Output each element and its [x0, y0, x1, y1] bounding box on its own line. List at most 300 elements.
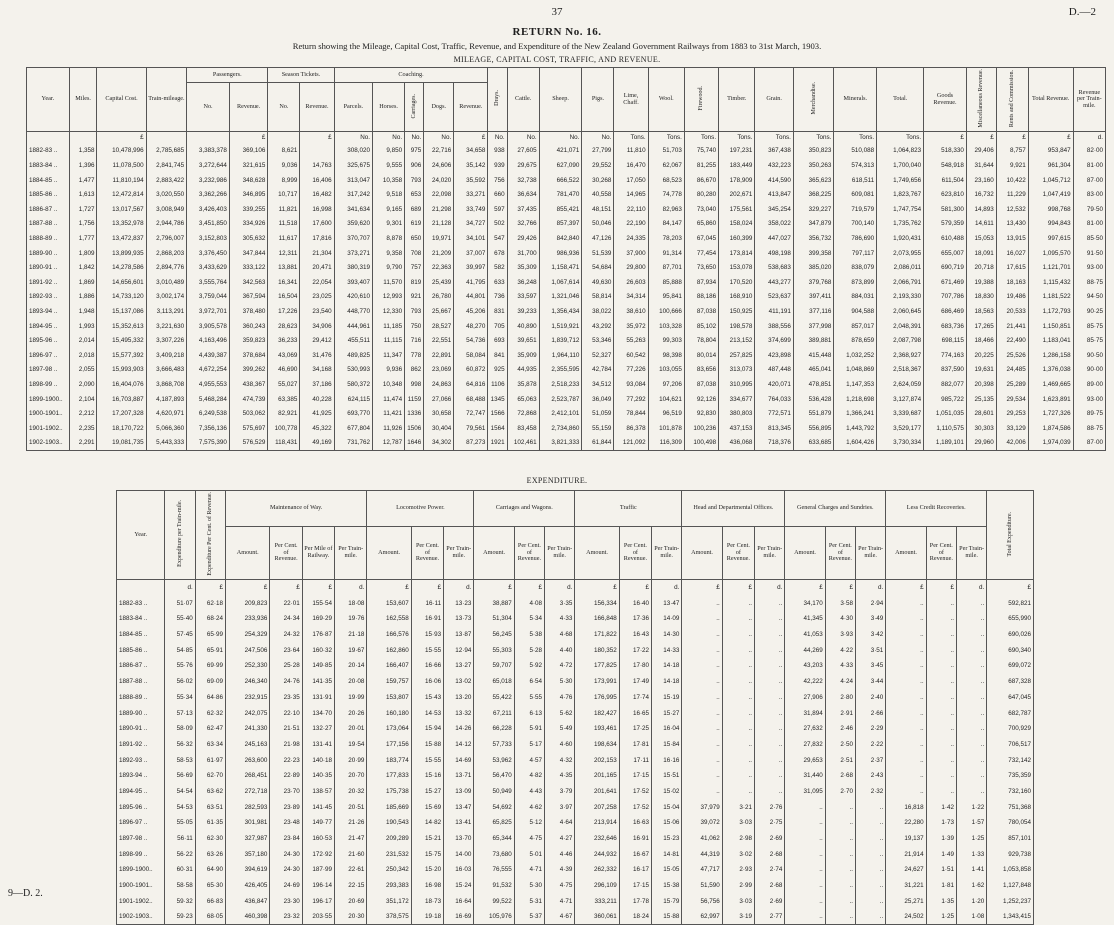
table-row [27, 260, 1106, 275]
table-cell: 62·30 [195, 831, 225, 847]
table-cell: 3,426,403 [187, 202, 230, 217]
row-year: 1887-88 .. [27, 217, 70, 232]
table-cell: 90·50 [1073, 348, 1105, 363]
table-cell: 14·81 [652, 846, 682, 862]
table-cell: 1,443,792 [834, 421, 877, 436]
table-cell: 1·62 [956, 878, 986, 894]
table-cell: 1,756 [69, 217, 97, 232]
table-cell: 33,129 [996, 421, 1028, 436]
table-cell: 11,617 [268, 231, 300, 246]
table-cell: 16·65 [619, 705, 651, 721]
table-cell: 367,438 [755, 144, 793, 159]
table-cell: 346,895 [229, 187, 267, 202]
table-cell: 296,109 [575, 878, 619, 894]
table-cell: .. [926, 752, 956, 768]
table-cell: 90·00 [1073, 363, 1105, 378]
table-cell: 4·72 [545, 658, 575, 674]
table-cell: 30,268 [582, 173, 614, 188]
table-cell: 20·69 [335, 893, 367, 909]
table-cell: 73,650 [684, 260, 718, 275]
table-cell: 1,064,823 [877, 144, 924, 159]
table-cell: 718,376 [755, 436, 793, 451]
table-cell: 1,366,241 [834, 406, 877, 421]
table-cell: 393,407 [334, 275, 372, 290]
table-cell: 421,071 [539, 144, 582, 159]
table-cell: 209,823 [226, 595, 270, 611]
table-cell: .. [956, 642, 986, 658]
table-cell: 25,271 [886, 893, 926, 909]
table-cell: 16·63 [619, 815, 651, 831]
table-cell: 47,126 [582, 231, 614, 246]
table-cell: 16·64 [444, 893, 474, 909]
table-cell: 592,821 [987, 595, 1034, 611]
table-cell: 6·13 [514, 705, 544, 721]
table-cell: 985,722 [924, 392, 967, 407]
table-cell: 23·30 [270, 893, 302, 909]
table-cell: 2,868,203 [146, 246, 187, 261]
table-cell: 339,255 [229, 202, 267, 217]
table-cell: 20·99 [335, 752, 367, 768]
table-cell: 22·15 [335, 878, 367, 894]
table-cell: 21,209 [424, 246, 454, 261]
table-cell: 341,634 [334, 202, 372, 217]
table-cell: 698,115 [924, 333, 967, 348]
table-cell: 633,685 [793, 436, 834, 451]
table-cell: 347,879 [793, 217, 834, 232]
table-cell: 100,778 [268, 421, 300, 436]
table-cell: 8,878 [373, 231, 405, 246]
table-cell: 2,355,595 [539, 363, 582, 378]
table-cell: 16,470 [614, 158, 648, 173]
table-cell: 3,666,483 [146, 363, 187, 378]
table-cell: .. [825, 893, 855, 909]
table-cell: 57·13 [165, 705, 195, 721]
table-cell: 15,352,613 [97, 319, 146, 334]
table-cell: 233,936 [226, 611, 270, 627]
table-cell: 9,790 [373, 260, 405, 275]
table-cell: 202,153 [575, 752, 619, 768]
table-cell: 1,623,891 [1028, 392, 1073, 407]
table-cell: 10,358 [373, 173, 405, 188]
table-cell: 13·73 [444, 611, 474, 627]
table-cell: 17·15 [619, 878, 651, 894]
table-cell: 1,032,252 [834, 348, 877, 363]
row-year: 1886-87 .. [27, 202, 70, 217]
table-cell: 842,840 [539, 231, 582, 246]
unit-cell: £ [1028, 132, 1073, 144]
table-cell: 97,206 [648, 377, 684, 392]
table-row [117, 705, 1034, 721]
table-cell: 22·23 [270, 752, 302, 768]
unit-cell: d. [335, 580, 367, 596]
table-cell: 732,142 [987, 752, 1034, 768]
row-year: 1897-98 .. [117, 831, 165, 847]
table-cell: 91,314 [648, 246, 684, 261]
table-cell: .. [785, 831, 825, 847]
table-cell: 997,615 [1028, 231, 1073, 246]
table-cell: .. [956, 721, 986, 737]
table-cell: 166,848 [575, 611, 619, 627]
table-cell: 774,163 [924, 348, 967, 363]
table-cell: 953,847 [1028, 144, 1073, 159]
table-cell: 2·98 [722, 831, 754, 847]
table-cell: 15·38 [652, 878, 682, 894]
table-cell: 17,265 [966, 319, 996, 334]
row-year: 1893-94 .. [117, 768, 165, 784]
table-cell: 25,526 [996, 348, 1028, 363]
table-cell: 2·74 [755, 862, 785, 878]
table-cell: 420,071 [755, 377, 793, 392]
table-cell: 819 [405, 275, 424, 290]
table-cell: 38,022 [582, 304, 614, 319]
table-cell: .. [682, 611, 722, 627]
table-cell: .. [785, 878, 825, 894]
table-cell: 1,356,434 [539, 304, 582, 319]
table-cell: 5·31 [514, 893, 544, 909]
unit-cell: Tons. [877, 132, 924, 144]
table-cell: 91·50 [1073, 246, 1105, 261]
table-cell: 25·28 [270, 658, 302, 674]
table-cell: 12,330 [373, 304, 405, 319]
table-cell: 44,801 [454, 290, 488, 305]
table-cell: 666,522 [539, 173, 582, 188]
table-cell: 17·78 [619, 893, 651, 909]
row-year: 1885-86 .. [27, 187, 70, 202]
table-cell: 16·98 [411, 878, 443, 894]
table-cell: 159,757 [367, 674, 411, 690]
table-cell: 78,844 [614, 406, 648, 421]
table-cell: .. [682, 784, 722, 800]
lp-per-train-mile: Per Train-mile. [444, 526, 474, 580]
table-cell: 140·18 [302, 752, 334, 768]
table-cell: 317,242 [334, 187, 372, 202]
table-cell: 2·66 [855, 705, 885, 721]
table-cell: .. [755, 752, 785, 768]
row-year: 1901-1902.. [117, 893, 165, 909]
table-cell: 536,428 [793, 392, 834, 407]
table-cell: 12,472,814 [97, 187, 146, 202]
table-cell: 1,948 [69, 304, 97, 319]
table-cell: 772,571 [755, 406, 793, 421]
table-cell: 15·93 [411, 627, 443, 643]
table-cell: 20,225 [966, 348, 996, 363]
col-year: Year. [27, 68, 70, 132]
table-cell: 16·40 [619, 595, 651, 611]
table-cell: .. [755, 768, 785, 784]
table-cell: 732,160 [987, 784, 1034, 800]
table-cell: 925 [488, 363, 507, 378]
table-cell: 24·30 [270, 846, 302, 862]
table-cell: 15·43 [411, 689, 443, 705]
table-cell: 14·30 [652, 627, 682, 643]
unit-cell: £ [367, 580, 411, 596]
table-cell: 17·52 [619, 799, 651, 815]
table-cell: 2,734,860 [539, 421, 582, 436]
table-cell: 16,482 [300, 187, 334, 202]
table-cell: 60,542 [614, 348, 648, 363]
table-cell: 14·82 [411, 815, 443, 831]
table-cell: 61,844 [582, 436, 614, 451]
table-cell: 56·11 [165, 831, 195, 847]
table-cell: 4·82 [514, 768, 544, 784]
table-cell: 34,170 [785, 595, 825, 611]
table-cell: 20,471 [300, 260, 334, 275]
table-cell: 750 [405, 319, 424, 334]
table-row [117, 642, 1034, 658]
table-cell: 365,623 [793, 173, 834, 188]
table-cell: 671,469 [924, 275, 967, 290]
table-cell: 35,309 [507, 260, 539, 275]
table-cell: 18,170,722 [97, 421, 146, 436]
table-row [27, 392, 1106, 407]
table-row [27, 348, 1106, 363]
table-cell: 2·51 [825, 752, 855, 768]
table-cell: 1·81 [926, 878, 956, 894]
table-cell: 831 [488, 304, 507, 319]
table-cell: 413,847 [755, 187, 793, 202]
table-cell: 15·24 [444, 878, 474, 894]
table-cell: 2·94 [855, 595, 885, 611]
table-cell: 855,421 [539, 202, 582, 217]
table-cell: 67,045 [684, 231, 718, 246]
row-year: 1892-93 .. [117, 752, 165, 768]
table-cell: 4,163,496 [187, 333, 230, 348]
table-cell: 40,228 [300, 392, 334, 407]
table-cell: 857,017 [834, 319, 877, 334]
table-cell: 55,422 [474, 689, 514, 705]
table-cell: 29,653 [785, 752, 825, 768]
table-cell: 1·08 [956, 909, 986, 925]
unit-cell: £ [682, 580, 722, 596]
table-cell: 26,780 [424, 290, 454, 305]
table-cell: .. [825, 799, 855, 815]
table-cell: 65·91 [195, 642, 225, 658]
table-cell: 96,519 [648, 406, 684, 421]
table-cell: 49,630 [582, 275, 614, 290]
table-cell: 18,091 [966, 246, 996, 261]
table-cell: 998 [405, 377, 424, 392]
table-cell: 32,738 [507, 173, 539, 188]
table-cell: 68,523 [648, 173, 684, 188]
table-cell: 27,799 [582, 144, 614, 159]
unit-cell: d. [855, 580, 885, 596]
table-cell: 22,551 [424, 333, 454, 348]
table-cell: 342,563 [229, 275, 267, 290]
table-cell: 5,066,360 [146, 421, 187, 436]
table-cell: 719,579 [834, 202, 877, 217]
table-cell: 690,026 [987, 627, 1034, 643]
table-cell: 3·03 [722, 893, 754, 909]
table-cell: .. [886, 658, 926, 674]
table-cell: 397,411 [793, 290, 834, 305]
row-year: 1883-84 .. [117, 611, 165, 627]
table-cell: 41,795 [454, 275, 488, 290]
table-cell: 4·08 [514, 595, 544, 611]
table-cell: 764,033 [755, 392, 793, 407]
table-cell: .. [855, 878, 885, 894]
table-cell: 14,733,120 [97, 290, 146, 305]
table-cell: 780,054 [987, 815, 1034, 831]
table-cell: 131·41 [302, 737, 334, 753]
table-row [117, 674, 1034, 690]
table-cell: 447,027 [755, 231, 793, 246]
mw-pct: Per Cent. of Revenue. [270, 526, 302, 580]
table-cell: 34,512 [582, 377, 614, 392]
table-cell: 11,115 [373, 333, 405, 348]
table-cell: 56·02 [165, 674, 195, 690]
table-cell: 882,077 [924, 377, 967, 392]
unit-cell: d. [755, 580, 785, 596]
table-cell: 1,700,040 [877, 158, 924, 173]
table-cell: 13·27 [444, 658, 474, 674]
table-cell: 10,478,996 [97, 144, 146, 159]
table-cell: 5·30 [514, 878, 544, 894]
table-cell: 700,140 [834, 217, 877, 232]
table-cell: 2,883,422 [146, 173, 187, 188]
table-cell: 2,090 [69, 377, 97, 392]
table-cell: 17·80 [619, 658, 651, 674]
table-cell: 29,800 [614, 260, 648, 275]
table-cell: 13,915 [996, 231, 1028, 246]
table-cell: 4·27 [545, 831, 575, 847]
table-row [117, 815, 1034, 831]
table-cell: 11,421 [373, 406, 405, 421]
group-head-offices: Head and Departmental Offices. [682, 491, 785, 527]
table-cell: 23·64 [270, 642, 302, 658]
table-cell: 347,844 [229, 246, 267, 261]
table-cell: 62·32 [195, 705, 225, 721]
page-footer: 9—D. 2. [8, 888, 43, 899]
row-year: 1899-1900.. [27, 392, 70, 407]
row-year: 1883-84 .. [27, 158, 70, 173]
table-cell: .. [722, 689, 754, 705]
unit-cell: Tons. [793, 132, 834, 144]
table-cell: 3·42 [855, 627, 885, 643]
table-cell: 93·00 [1073, 260, 1105, 275]
table-cell: 2,894,776 [146, 260, 187, 275]
table-cell: .. [755, 595, 785, 611]
table-cell: 17·25 [619, 721, 651, 737]
table-cell: 9,518 [373, 187, 405, 202]
table-cell: 149·77 [302, 815, 334, 831]
table-cell: 5·62 [545, 705, 575, 721]
table-cell: 841 [488, 348, 507, 363]
table-cell: 86,670 [684, 173, 718, 188]
unit-cell: No. [507, 132, 539, 144]
table-cell: .. [956, 595, 986, 611]
unit-cell: Tons. [834, 132, 877, 144]
table-cell: 655,990 [987, 611, 1034, 627]
table-cell: .. [825, 878, 855, 894]
table-cell: 1,189,101 [924, 436, 967, 451]
table-cell: 374,699 [755, 333, 793, 348]
table-cell: 426,405 [226, 878, 270, 894]
table-cell: 16·03 [444, 862, 474, 878]
table-cell: 173,991 [575, 674, 619, 690]
table-cell: 23·32 [270, 909, 302, 925]
table-cell: 3,868,708 [146, 377, 187, 392]
cr-amount: Amount. [886, 526, 926, 580]
table-cell: 86,378 [614, 421, 648, 436]
table-cell: 489,825 [334, 348, 372, 363]
col-season-revenue: Revenue. [300, 83, 334, 132]
table-row [117, 752, 1034, 768]
table-cell: .. [855, 831, 885, 847]
table-cell: 247,506 [226, 642, 270, 658]
table-cell: 65,063 [507, 392, 539, 407]
table-cell: 3,383,378 [187, 144, 230, 159]
table-cell: 54·53 [165, 799, 195, 815]
table-cell: 360,243 [229, 319, 267, 334]
table-cell: 3,010,489 [146, 275, 187, 290]
row-year: 1898-99 .. [27, 377, 70, 392]
table-cell: 351,172 [367, 893, 411, 909]
table-cell: 15·16 [411, 768, 443, 784]
table-cell: 173,814 [719, 246, 755, 261]
table-cell: 4,620,971 [146, 406, 187, 421]
table-cell: 655,007 [924, 246, 967, 261]
table-cell: 31,644 [966, 158, 996, 173]
table-cell: 2,014 [69, 333, 97, 348]
table-cell: 3·44 [855, 674, 885, 690]
table-cell: 180,352 [575, 642, 619, 658]
table-cell: 623,810 [924, 187, 967, 202]
table-cell: 1921 [488, 436, 507, 451]
table-cell: 93,084 [614, 377, 648, 392]
table-cell: .. [956, 627, 986, 643]
table-cell: 1,809 [69, 246, 97, 261]
table-cell: 73,680 [474, 846, 514, 862]
table-cell: 31,700 [507, 246, 539, 261]
table-cell: 232,915 [226, 689, 270, 705]
table-cell: 1,920,431 [877, 231, 924, 246]
table-cell: 100,666 [648, 304, 684, 319]
table-cell: 20,398 [966, 377, 996, 392]
table-cell: 79·50 [1073, 202, 1105, 217]
table-cell: 166,576 [367, 627, 411, 643]
table-cell: 19·67 [335, 642, 367, 658]
table-cell: 334,677 [719, 392, 755, 407]
table-cell: 21·47 [335, 831, 367, 847]
table-cell: 11,810,194 [97, 173, 146, 188]
table-cell: 16·66 [411, 658, 443, 674]
units-row [117, 580, 1034, 596]
table-row [117, 658, 1034, 674]
table-cell: 3,409,218 [146, 348, 187, 363]
table-cell: 4·40 [545, 642, 575, 658]
table-cell: 551,879 [793, 406, 834, 421]
table-cell: .. [682, 768, 722, 784]
table-cell: 4·75 [545, 878, 575, 894]
table-cell: 85,102 [684, 319, 718, 334]
table-cell: 37,979 [682, 799, 722, 815]
table-cell: 213,914 [575, 815, 619, 831]
table-cell: 168,910 [719, 290, 755, 305]
table-cell: 43,292 [582, 319, 614, 334]
table-cell: 43,203 [785, 658, 825, 674]
table-cell: 156,334 [575, 595, 619, 611]
table-row [27, 377, 1106, 392]
table-cell: 523,637 [755, 290, 793, 305]
table-cell: 377,116 [793, 304, 834, 319]
table-cell: 49,169 [300, 436, 334, 451]
table-cell: 706,517 [987, 737, 1034, 753]
table-cell: 178,909 [719, 173, 755, 188]
table-cell: 379,768 [793, 275, 834, 290]
unit-cell: £ [302, 580, 334, 596]
table-cell: .. [682, 705, 722, 721]
tr-pct: Per Cent. of Revenue. [619, 526, 651, 580]
